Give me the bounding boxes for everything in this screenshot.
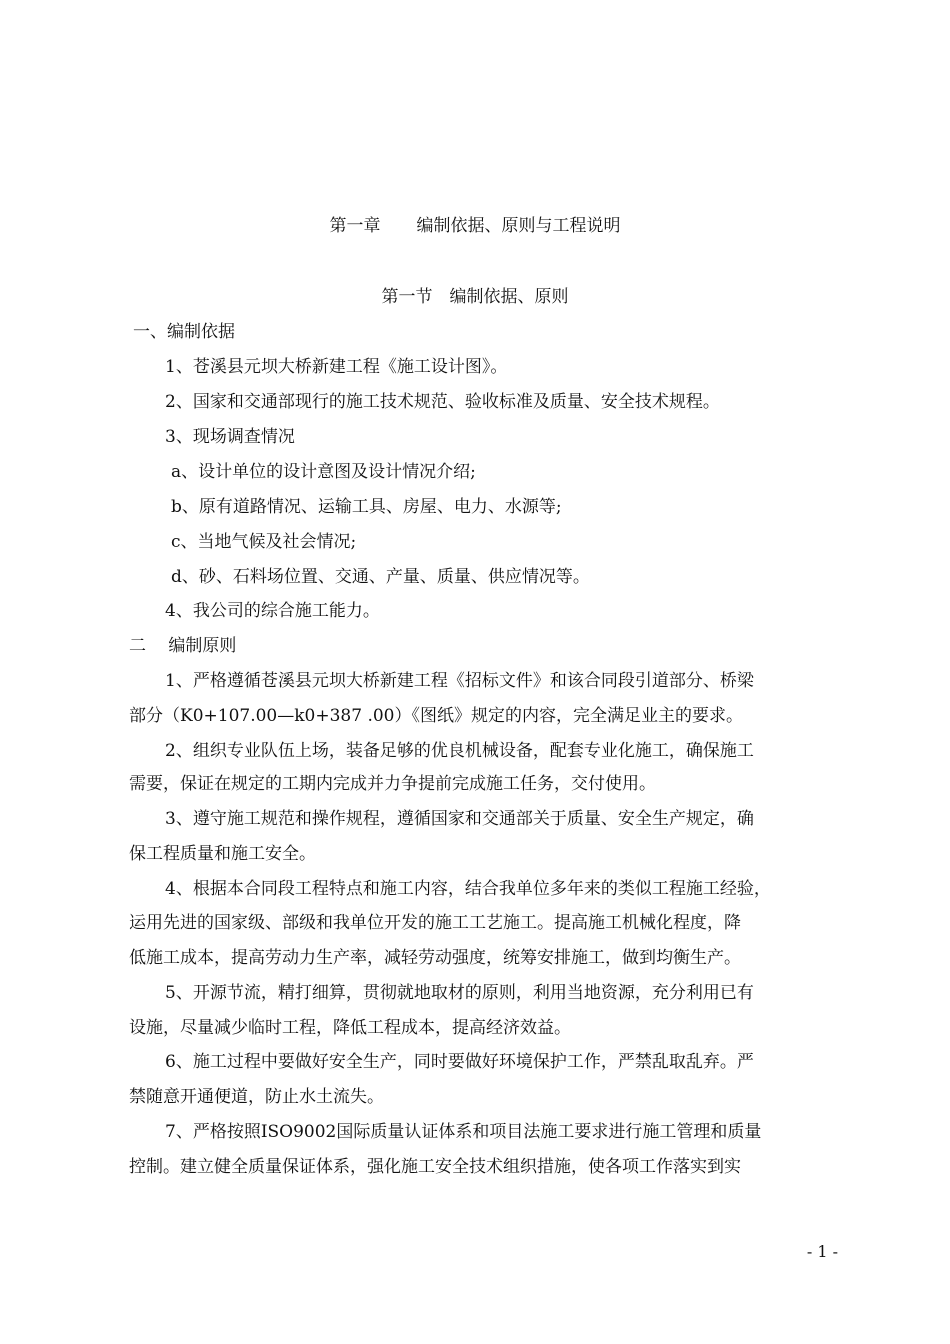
principle-line: 2、组织专业队伍上场，装备足够的优良机械设备，配套专业化施工，确保施工 <box>165 741 754 761</box>
page-number: - 1 - <box>806 1242 838 1261</box>
principle-line: 需要，保证在规定的工期内完成并力争提前完成施工任务，交付使用。 <box>129 774 656 794</box>
principle-line: 7、严格按照ISO9002国际质量认证体系和项目法施工要求进行施工管理和质量 <box>165 1122 762 1142</box>
basis-item-4: 4、我公司的综合施工能力。 <box>165 601 380 621</box>
principle-line: 运用先进的国家级、部级和我单位开发的施工工艺施工。提高施工机械化程度，降 <box>129 913 741 933</box>
principle-line: 5、开源节流，精打细算，贯彻就地取材的原则，利用当地资源，充分利用已有 <box>165 983 754 1003</box>
chapter-title <box>0 214 950 238</box>
principle-line: 部分（K0+107.00—k0+387 .00）《图纸》规定的内容，完全满足业主的要求。 <box>129 706 743 726</box>
chapter-title-text: 编制依据、原则与工程说明 <box>416 216 621 236</box>
basis-subitem-d: d、砂、石料场位置、交通、产量、质量、供应情况等。 <box>171 567 590 587</box>
basis-subitem-b: b、原有道路情况、运输工具、房屋、电力、水源等; <box>171 497 562 517</box>
basis-item-3: 3、现场调查情况 <box>165 427 295 447</box>
basis-item-2: 2、国家和交通部现行的施工技术规范、验收标准及质量、安全技术规程。 <box>165 392 720 412</box>
basis-subitem-a: a、设计单位的设计意图及设计情况介绍; <box>171 462 476 482</box>
principle-line: 低施工成本，提高劳动力生产率，减轻劳动强度，统筹安排施工，做到均衡生产。 <box>129 948 741 968</box>
basis-subitem-c: c、当地气候及社会情况; <box>171 532 357 552</box>
principle-line: 设施，尽量减少临时工程，降低工程成本，提高经济效益。 <box>129 1018 571 1038</box>
principle-line: 3、遵守施工规范和操作规程，遵循国家和交通部关于质量、安全生产规定，确 <box>165 809 754 829</box>
principle-line: 6、施工过程中要做好安全生产，同时要做好环境保护工作，严禁乱取乱弃。严 <box>165 1052 754 1072</box>
principle-line: 1、严格遵循苍溪县元坝大桥新建工程《招标文件》和该合同段引道部分、桥梁 <box>165 671 754 691</box>
section-title: 第一节 编制依据、原则 <box>381 287 569 307</box>
chapter-number: 第一章 <box>329 216 381 236</box>
principle-line: 禁随意开通便道，防止水土流失。 <box>129 1087 384 1107</box>
principle-line: 控制。建立健全质量保证体系，强化施工安全技术组织措施，使各项工作落实到实 <box>129 1157 741 1177</box>
part2-heading: 二 编制原则 <box>129 636 237 656</box>
basis-item-1: 1、苍溪县元坝大桥新建工程《施工设计图》。 <box>165 357 508 377</box>
part1-heading: 一、编制依据 <box>133 322 235 342</box>
principle-line: 保工程质量和施工安全。 <box>129 844 316 864</box>
principle-line: 4、根据本合同段工程特点和施工内容，结合我单位多年来的类似工程施工经验， <box>165 879 771 899</box>
